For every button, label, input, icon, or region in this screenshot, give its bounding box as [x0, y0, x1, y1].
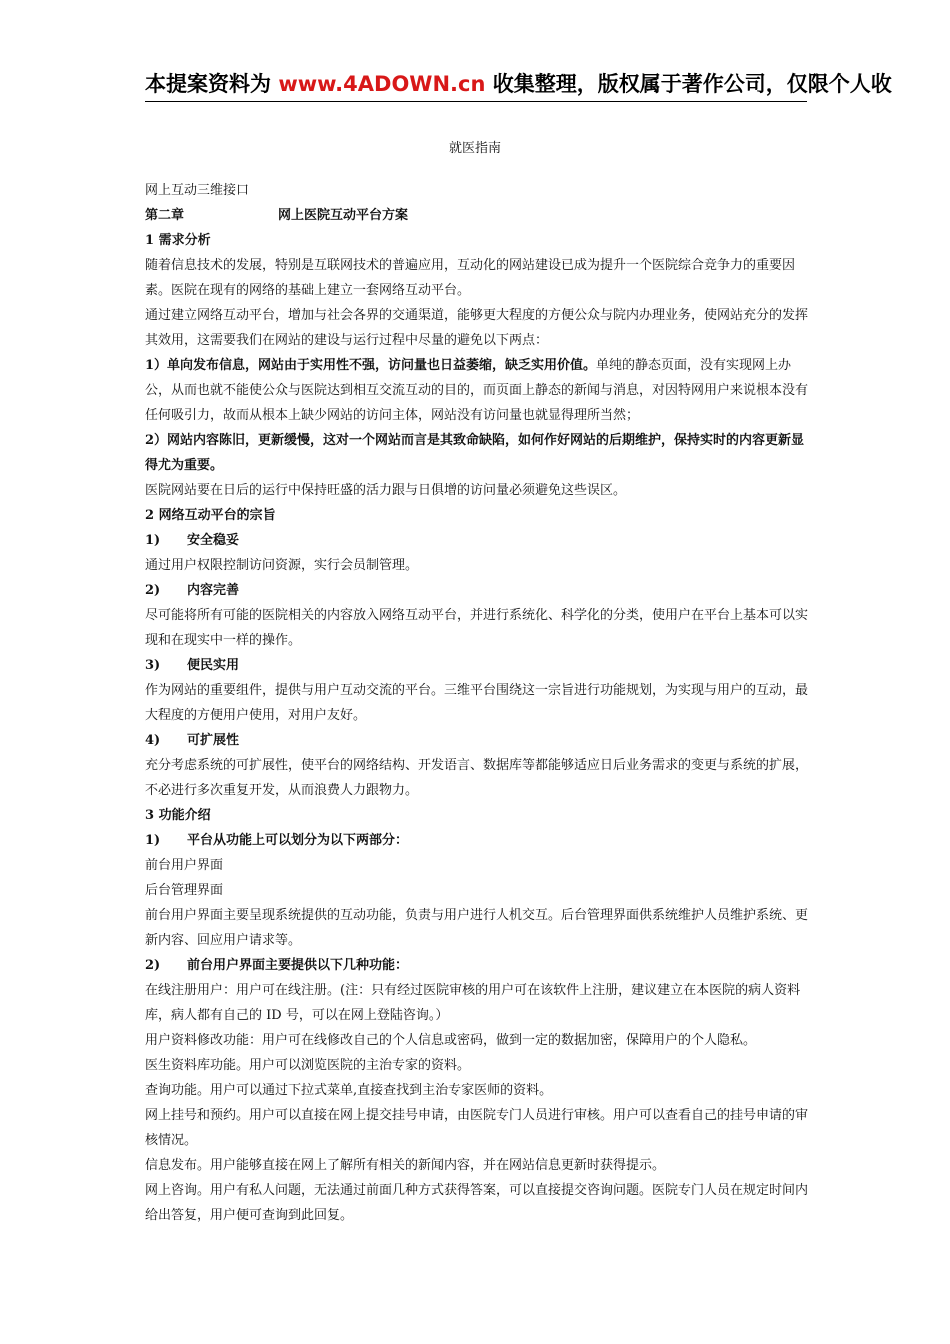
item-title: 内容完善 — [187, 583, 240, 598]
chapter-label: 第二章 — [145, 208, 185, 223]
paragraph: 网上咨询。用户有私人问题，无法通过前面几种方式获得答案，可以直接提交咨询问题。医院专门人员在规定时间内给出答复，用户便可查询到此回复。 — [145, 1183, 809, 1223]
item-number: 1) — [145, 833, 161, 848]
copyright-banner — [145, 64, 950, 104]
item-title: 平台从功能上可以划分为以下两部分： — [187, 833, 409, 848]
paragraph: 前台用户界面 — [145, 858, 224, 873]
paragraph: 前台用户界面主要呈现系统提供的互动功能，负责与用户进行人机交互。后台管理界面供系统维护人员维护系统、更新内容、回应用户请求等。 — [145, 908, 809, 948]
list-item-heading — [145, 528, 810, 553]
item-number: 2) — [145, 958, 161, 973]
item-title: 便民实用 — [187, 658, 240, 673]
paragraph: 通过用户权限控制访问资源，实行会员制管理。 — [145, 558, 419, 573]
document-body — [145, 178, 810, 1228]
paragraph: 后台管理界面 — [145, 883, 224, 898]
paragraph: 查询功能。用户可以通过下拉式菜单,直接查找到主治专家医师的资料。 — [145, 1083, 553, 1098]
banner-prefix: 本提案资料为 — [145, 72, 271, 96]
item-number: 4) — [145, 733, 161, 748]
chapter-title: 网上医院互动平台方案 — [278, 208, 409, 223]
item-number: 1) — [145, 533, 161, 548]
item-title: 可扩展性 — [187, 733, 240, 748]
list-item-heading — [145, 653, 810, 678]
banner-suffix: 收集整理，版权属于著作公司，仅限个人收 — [492, 72, 892, 96]
subtitle: 网上互动三维接口 — [145, 183, 250, 198]
paragraph: 医生资料库功能。用户可以浏览医院的主治专家的资料。 — [145, 1058, 471, 1073]
section-heading: 3 功能介绍 — [145, 808, 211, 823]
document-title: 就医指南 — [448, 141, 501, 156]
section-heading: 1 需求分析 — [145, 233, 211, 248]
banner-site-link[interactable]: www.4ADOWN.cn — [278, 72, 486, 96]
paragraph: 网上挂号和预约。用户可以直接在网上提交挂号申请，由医院专门人员进行审核。用户可以查看自己的挂号申请的审核情况。 — [145, 1108, 809, 1148]
paragraph: 通过建立网络互动平台，增加与社会各界的交通渠道，能够更大程度的方便公众与院内办理业务，使网站充分的发挥其效用，这需要我们在网站的建设与运行过程中尽量的避免以下两点： — [145, 308, 809, 348]
paragraph — [145, 353, 810, 428]
item-number: 3) — [145, 658, 161, 673]
list-item-heading — [145, 578, 810, 603]
paragraph-text: 单纯的静态页面，没有实现网上办公，从而也就不能使公众与医院达到相互交流互动的目的，而页面上静态的新闻与消息，对因特网用户来说根本没有任何吸引力，故而从根本上缺少网站的访问主体，网站没有访问量也就显得理所当然； — [145, 358, 809, 423]
paragraph: 尽可能将所有可能的医院相关的内容放入网络互动平台，并进行系统化、科学化的分类，使用户在平台上基本可以实现和在现实中一样的操作。 — [145, 608, 809, 648]
paragraph: 随着信息技术的发展，特别是互联网技术的普遍应用，互动化的网站建设已成为提升一个医院综合竞争力的重要因素。医院在现有的网络的基础上建立一套网络互动平台。 — [145, 258, 796, 298]
item-title: 前台用户界面主要提供以下几种功能： — [187, 958, 409, 973]
paragraph: 用户资料修改功能：用户可在线修改自己的个人信息或密码，做到一定的数据加密，保障用户的个人隐私。 — [145, 1033, 757, 1048]
paragraph: 在线注册用户：用户可在线注册。(注：只有经过医院审核的用户可在该软件上注册，建议建立在本医院的病人资料库，病人都有自己的 ID 号，可以在网上登陆咨询。） — [145, 983, 801, 1023]
item-title: 安全稳妥 — [187, 533, 240, 548]
item-number: 2) — [145, 583, 161, 598]
list-item-heading — [145, 953, 810, 978]
paragraph: 信息发布。用户能够直接在网上了解所有相关的新闻内容，并在网站信息更新时获得提示。 — [145, 1158, 666, 1173]
emphasis: 1）单向发布信息，网站由于实用性不强，访问量也日益萎缩，缺乏实用价值。 — [145, 358, 597, 373]
paragraph: 充分考虑系统的可扩展性，使平台的网络结构、开发语言、数据库等都能够适应日后业务需求的变更与系统的扩展，不必进行多次重复开发，从而浪费人力跟物力。 — [145, 758, 809, 798]
banner-divider — [145, 101, 807, 102]
paragraph: 医院网站要在日后的运行中保持旺盛的活力跟与日俱增的访问量必须避免这些误区。 — [145, 483, 627, 498]
chapter-heading — [145, 203, 810, 228]
list-item-heading — [145, 828, 810, 853]
list-item-heading — [145, 728, 810, 753]
paragraph: 2）网站内容陈旧，更新缓慢，这对一个网站而言是其致命缺陷，如何作好网站的后期维护，保持实时的内容更新显得尤为重要。 — [145, 433, 805, 473]
section-heading: 2 网络互动平台的宗旨 — [145, 508, 276, 523]
paragraph: 作为网站的重要组件，提供与用户互动交流的平台。三维平台围绕这一宗旨进行功能规划，为实现与用户的互动，最大程度的方便用户使用，对用户友好。 — [145, 683, 809, 723]
